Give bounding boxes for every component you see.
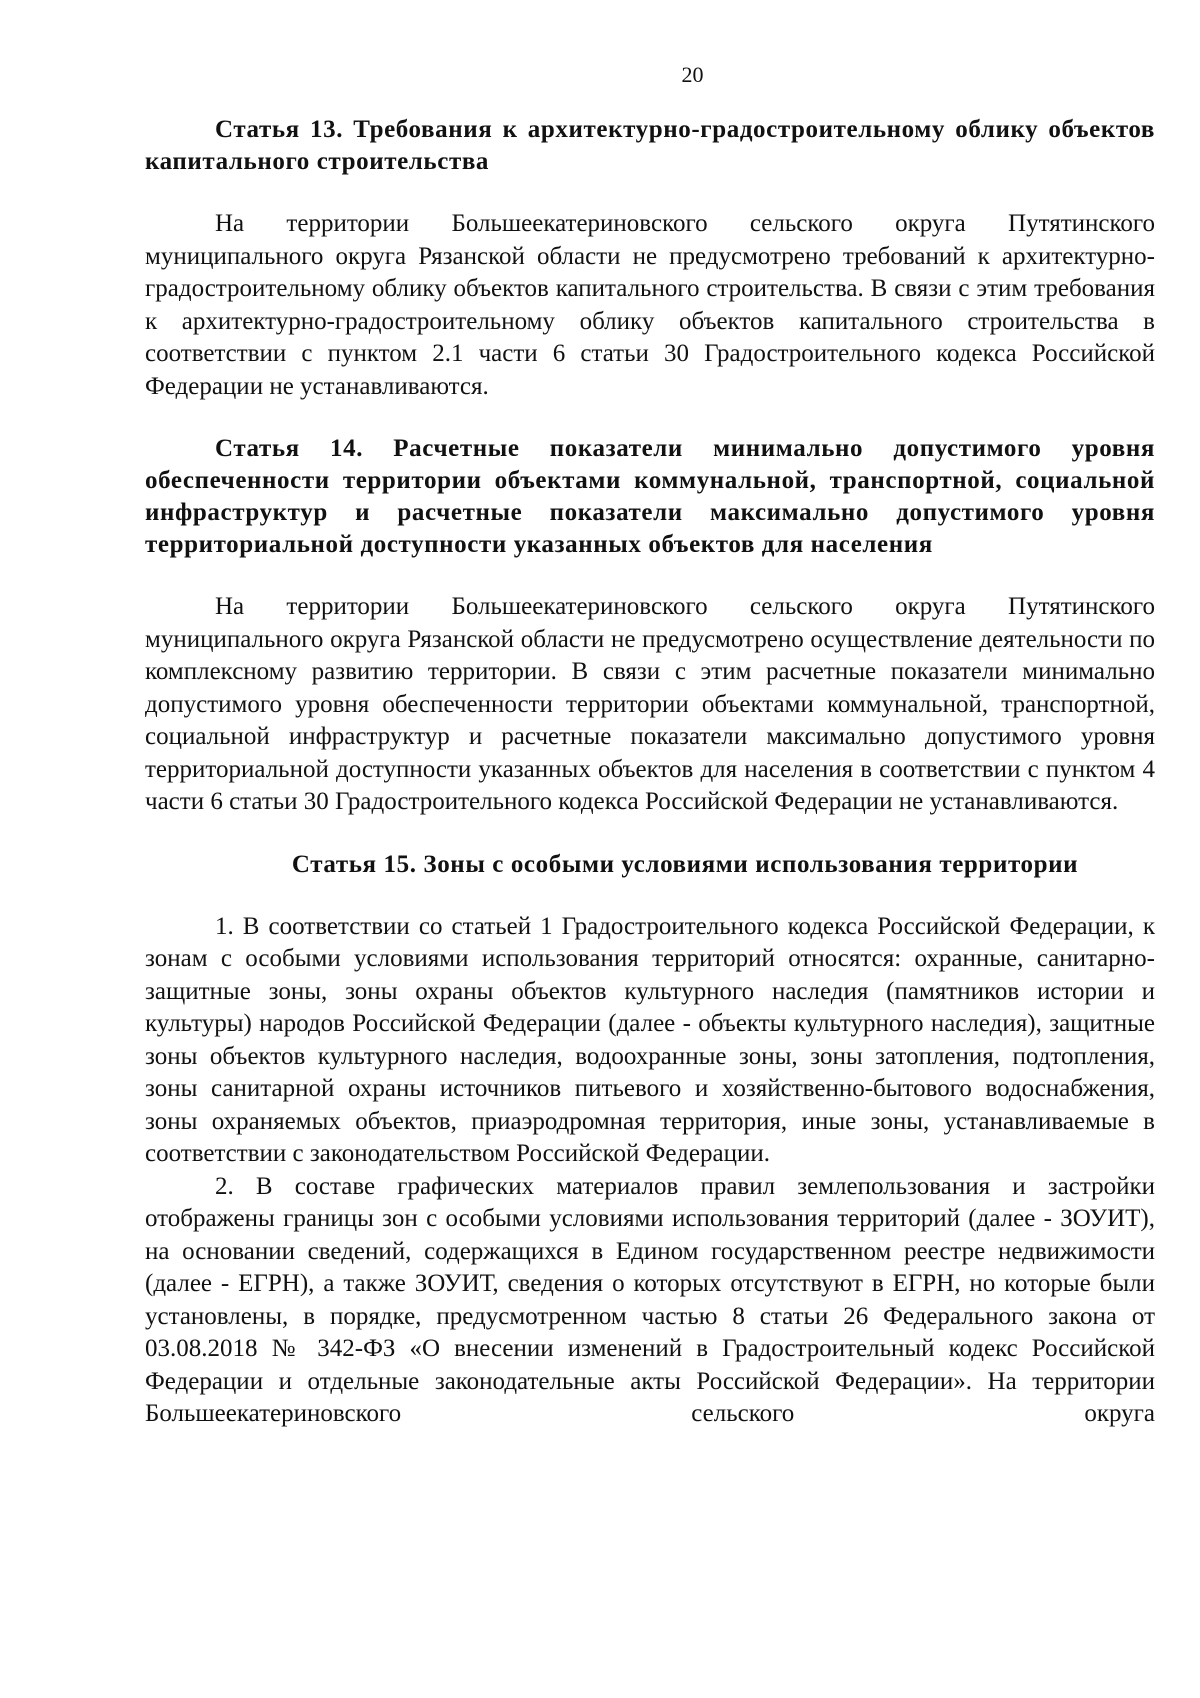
article-14-heading: Статья 14. Расчетные показатели минимально допустимого уровня обеспеченности территории объектами коммунальной, транспортной, социальной инфраструктур и расчетные показатели максимально допустимого уровня территориальной доступности указанных объектов для населения [145,435,1155,558]
article-14-paragraph: На территории Большеекатериновского сельского округа Путятинского муниципального округа Рязанской области не предусмотрено осуществление деятельности по комплексному развитию территории. В связи с этим расчетные показатели минимально допустимого уровня обеспеченности территории объектами коммунальной, транспортной, социальной инфраструктур и расчетные показатели максимально допустимого уровня территориальной доступности указанных объектов для населения в соответствии с пунктом 4 части 6 статьи 30 Градостроительного кодекса Российской Федерации не устанавливаются. [145,593,1155,815]
article-15-heading: Статья 15. Зоны с особыми условиями использования территории [291,850,1079,878]
spacer [145,881,1155,911]
spacer [145,178,1155,208]
spacer [145,403,1155,433]
spacer [145,561,1155,591]
article-15-paragraph-2: 2. В составе графических материалов правил землепользования и застройки отображены границы зон с особыми условиями использования территорий (далее - ЗОУИТ), на основании сведений, содержащихся в Едином государственном реестре недвижимости (далее - ЕГРН), а также ЗОУИТ, сведения о которых отсутствуют в ЕГРН, но которые были установлены, в порядке, предусмотренном частью 8 статьи 26 Федерального закона от 03.08.2018 № 342-ФЗ «О внесении изменений в Градостроительный кодекс Российской Федерации и отдельные законодательные акты Российской Федерации». На территории Большеекатериновского сельского округа [145,1172,1155,1427]
spacer [145,819,1155,849]
page-number: 20 [681,62,704,87]
article-13-paragraph: На территории Большеекатериновского сельского округа Путятинского муниципального округа Рязанской области не предусмотрено требований к архитектурно-градостроительному облику объектов капитального строительства. В связи с этим требования к архитектурно-градостроительному облику объектов капитального строительства в соответствии с пунктом 2.1 части 6 статьи 30 Градостроительного кодекса Российской Федерации не устанавливаются. [145,210,1155,400]
article-13-heading: Статья 13. Требования к архитектурно-градостроительному облику объектов капитального строительства [145,116,1155,175]
document-page [145,60,1155,1431]
article-15-paragraph-1: 1. В соответствии со статьей 1 Градостроительного кодекса Российской Федерации, к зонам с особыми условиями использования территорий относятся: охранные, санитарно-защитные зоны, зоны охраны объектов культурного наследия (памятников истории и культуры) народов Российской Федерации (далее - объекты культурного наследия), защитные зоны объектов культурного наследия, водоохранные зоны, зоны затопления, подтопления, зоны санитарной охраны источников питьевого и хозяйственно-бытового водоснабжения, зоны охраняемых объектов, приаэродромная территория, иные зоны, устанавливаемые в соответствии с законодательством Российской Федерации. [145,912,1155,1167]
